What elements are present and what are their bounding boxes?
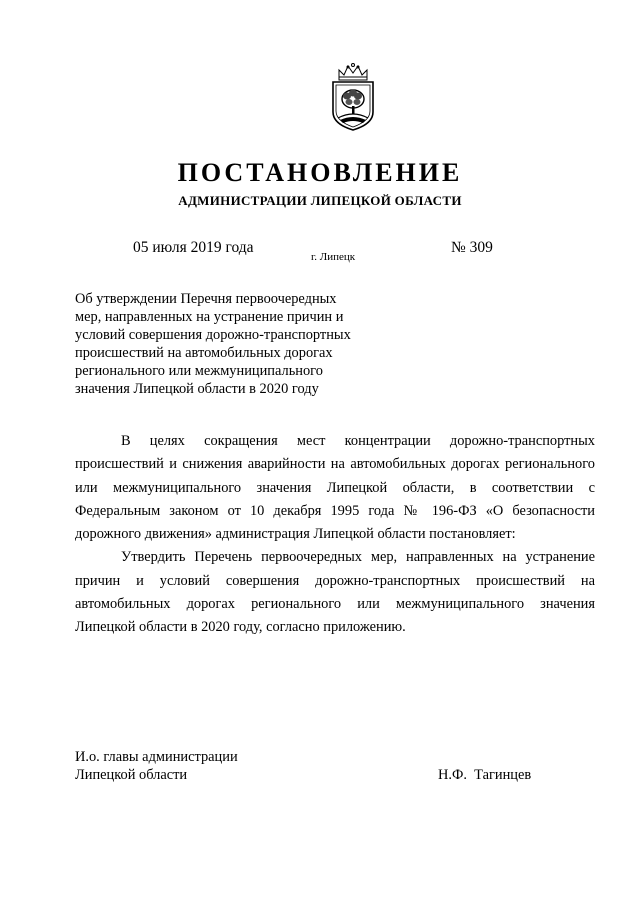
subject-line: Об утверждении Перечня первоочередных: [75, 291, 337, 307]
document-city: г. Липецк: [311, 251, 356, 263]
lipetsk-coat-of-arms-icon: [327, 62, 379, 134]
subject-line: мер, направленных на устранение причин и: [75, 309, 344, 325]
body-paragraph: В целях сокращения мест концентрации дорожно-транспортных происшествий и снижения аварийности на автомобильных дорогах регионального или межмуниципального значения Липецкой области, в соответствии с Федеральным законом от 10 декабря 1995 года № 196-ФЗ «О безопасности дорожного движения» администрация Липецкой области постановляет:: [75, 433, 595, 543]
signatory-position: [75, 748, 238, 784]
subject-line: значения Липецкой области в 2020 году: [75, 381, 319, 397]
document-subject: [75, 290, 375, 398]
signatory-name: Н.Ф. Тагинцев: [438, 767, 532, 783]
signatory-position-line: И.о. главы администрации: [75, 749, 238, 765]
document-number: № 309: [451, 239, 493, 256]
issuer-subtitle: АДМИНИСТРАЦИИ ЛИПЕЦКОЙ ОБЛАСТИ: [178, 193, 462, 208]
signatory-position-line: Липецкой области: [75, 767, 188, 783]
subject-line: происшествий на автомобильных дорогах: [75, 345, 333, 361]
body-paragraph: Утвердить Перечень первоочередных мер, направленных на устранение причин и условий совершения дорожно-транспортных происшествий на автомобильных дорогах регионального или межмуниципального значения Липецкой области в 2020 году, согласно приложению.: [75, 549, 595, 636]
subject-line: условий совершения дорожно-транспортных: [75, 327, 351, 343]
document-date: 05 июля 2019 года: [133, 239, 254, 256]
document-title: ПОСТАНОВЛЕНИЕ: [177, 158, 463, 187]
document-body: [75, 430, 595, 640]
subject-line: регионального или межмуниципального: [75, 363, 323, 379]
